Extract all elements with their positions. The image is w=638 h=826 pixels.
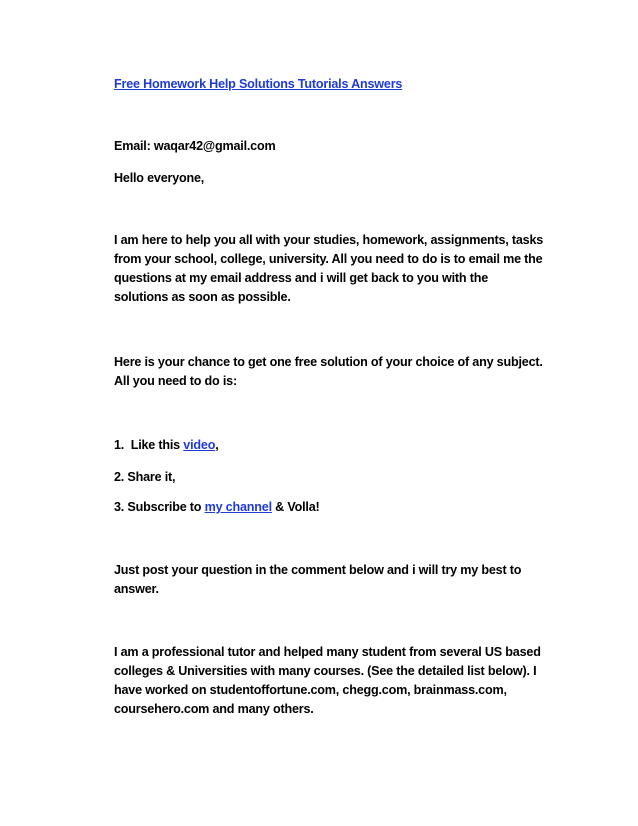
step-1-suffix: , (215, 438, 219, 452)
step-3-suffix: & Volla! (271, 500, 320, 514)
video-link[interactable]: video (183, 438, 216, 452)
tutor-paragraph (114, 643, 584, 719)
intro-line: questions at my email address and i will get back to you with the (114, 271, 488, 285)
step-2-line: 2. Share it, (114, 470, 176, 484)
title-link-block (114, 75, 584, 94)
tutor-line: I am a professional tutor and helped many student from several US based (114, 645, 541, 659)
intro-line: I am here to help you all with your studies, homework, assignments, tasks (114, 233, 544, 247)
offer-line: All you need to do is: (114, 374, 237, 388)
title-link[interactable]: Free Homework Help Solutions Tutorials Answers (114, 77, 403, 91)
greeting: Hello everyone, (114, 171, 205, 185)
email-block (114, 137, 584, 156)
step-1-prefix: 1. Like this (114, 438, 184, 452)
step-1-line (114, 436, 584, 455)
tutor-line: have worked on studentoffortune.com, chegg.com, brainmass.com, (114, 683, 507, 697)
step-3 (114, 498, 584, 517)
tutor-line: colleges & Universities with many courses. (See the detailed list below). I (114, 664, 537, 678)
offer-line: Here is your chance to get one free solution of your choice of any subject. (114, 355, 543, 369)
step-3-prefix: 3. Subscribe to (114, 500, 205, 514)
question-line: answer. (114, 582, 159, 596)
greeting-block (114, 169, 584, 188)
question-paragraph (114, 561, 584, 599)
intro-line: solutions as soon as possible. (114, 290, 291, 304)
question-line: Just post your question in the comment below and i will try my best to (114, 563, 522, 577)
email-line: Email: waqar42@gmail.com (114, 139, 276, 153)
intro-line: from your school, college, university. All you need to do is to email me the (114, 252, 543, 266)
step-3-line (114, 498, 584, 517)
step-1 (114, 436, 584, 455)
offer-paragraph (114, 353, 584, 391)
step-2 (114, 468, 584, 487)
channel-link[interactable]: my channel (204, 500, 272, 514)
tutor-line: coursehero.com and many others. (114, 702, 314, 716)
intro-paragraph (114, 231, 584, 307)
